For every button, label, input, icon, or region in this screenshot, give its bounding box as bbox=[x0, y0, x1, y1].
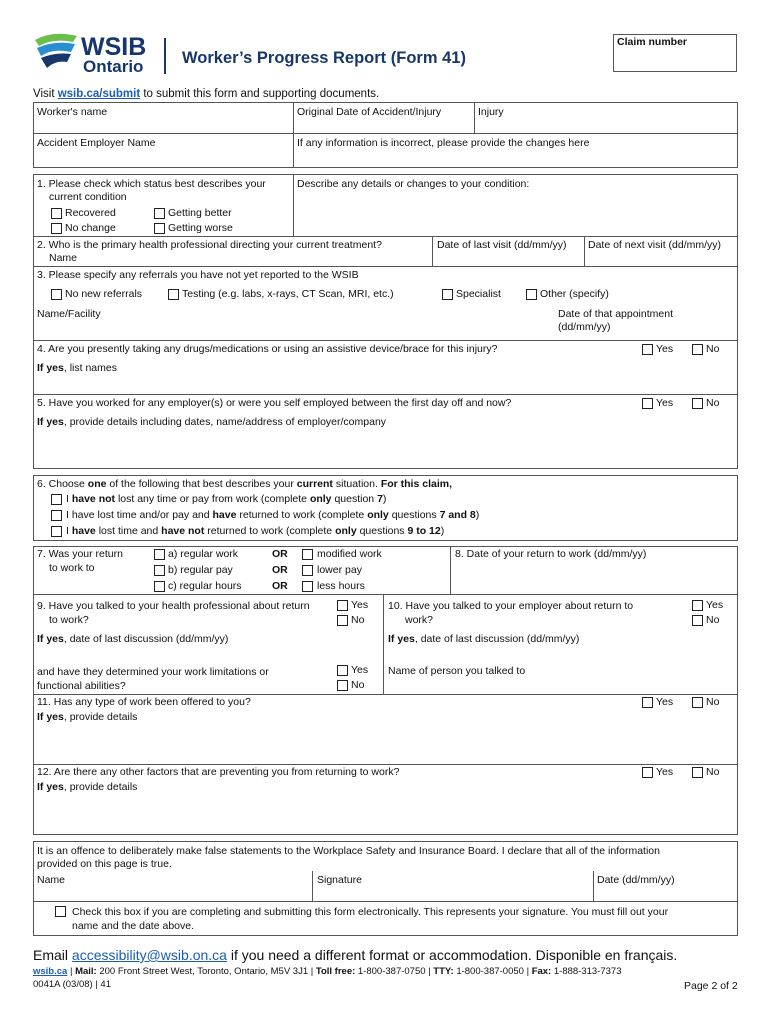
q10-question-cont: work? bbox=[405, 614, 434, 626]
q7-less-hours-label: less hours bbox=[317, 580, 365, 592]
q9-if-yes-bold: If yes bbox=[37, 633, 64, 645]
intro-text bbox=[33, 88, 379, 101]
q11-yes-checkbox[interactable] bbox=[642, 697, 653, 708]
accessibility-note bbox=[33, 947, 677, 964]
q10-yes-checkbox[interactable] bbox=[692, 600, 703, 611]
form-code: 0041A (03/08) | 41 bbox=[33, 979, 111, 990]
q6-text-a: 6. Choose bbox=[37, 478, 88, 490]
fax-value: 1-888-313-7373 bbox=[551, 966, 622, 977]
q6-o2-b: have bbox=[212, 509, 237, 521]
q9-question: 9. Have you talked to your health professional about return bbox=[37, 600, 310, 612]
q3-testing-label: Testing (e.g. labs, x-rays, CT Scan, MRI, etc.) bbox=[182, 288, 394, 300]
submit-link[interactable]: wsib.ca/submit bbox=[57, 88, 141, 100]
q11-if-yes-bold: If yes bbox=[37, 711, 64, 723]
q4-yes-checkbox[interactable] bbox=[642, 344, 653, 355]
page-title: Worker’s Progress Report (Form 41) bbox=[182, 49, 466, 67]
wsib-site-link[interactable]: wsib.ca bbox=[33, 966, 68, 977]
q7-or-2: OR bbox=[272, 564, 288, 576]
q7-lower-pay-label: lower pay bbox=[317, 564, 362, 576]
declaration-name-label: Name bbox=[37, 874, 66, 886]
q6-o1-b: have not bbox=[71, 493, 116, 505]
logo-wordmark: WSIB bbox=[81, 33, 147, 61]
q5-question: 5. Have you worked for any employer(s) or were you self employed between the first day off and now? bbox=[37, 397, 512, 409]
q6-text-c: of the following that best describes your bbox=[106, 478, 297, 490]
questions-7-12-section bbox=[33, 546, 738, 835]
q11-if-yes-label bbox=[37, 711, 137, 724]
q9-no-checkbox[interactable] bbox=[337, 615, 348, 626]
q1-no-change-label: No change bbox=[65, 222, 116, 234]
q9-limitations-no-checkbox[interactable] bbox=[337, 680, 348, 691]
q7-question-cont: to work to bbox=[49, 562, 95, 574]
q3-specialist-label: Specialist bbox=[456, 288, 501, 300]
q6-text-e: situation. bbox=[332, 478, 381, 490]
q12-no-checkbox[interactable] bbox=[692, 767, 703, 778]
q1-recovered-checkbox[interactable] bbox=[51, 208, 62, 219]
q7-regular-hours-checkbox[interactable] bbox=[154, 581, 165, 592]
q1-no-change-checkbox[interactable] bbox=[51, 223, 62, 234]
q6-o1-a: I bbox=[66, 493, 72, 505]
q3-no-referrals-checkbox[interactable] bbox=[51, 289, 62, 300]
q10-no-checkbox[interactable] bbox=[692, 615, 703, 626]
q9-limitations-yes-label: Yes bbox=[351, 664, 369, 676]
page-number: Page 2 of 2 bbox=[684, 980, 738, 992]
q1-getting-worse-checkbox[interactable] bbox=[154, 223, 165, 234]
accessibility-email-link[interactable]: accessibility@wsib.on.ca bbox=[71, 947, 227, 963]
q4-if-yes-rest: , list names bbox=[63, 362, 117, 374]
q11-if-yes-rest: , provide details bbox=[63, 711, 138, 723]
q9-no-label: No bbox=[351, 614, 365, 626]
claim-number-box[interactable] bbox=[613, 34, 737, 72]
wsib-logo bbox=[33, 32, 153, 80]
declaration-text-cont: provided on this page is true. bbox=[37, 858, 172, 870]
q9-question-cont: to work? bbox=[49, 614, 89, 626]
q12-if-yes-bold: If yes bbox=[37, 781, 64, 793]
q3-name-facility-label: Name/Facility bbox=[37, 308, 101, 320]
contact-info bbox=[33, 966, 621, 978]
q4-if-yes-bold: If yes bbox=[37, 362, 64, 374]
original-date-label: Original Date of Accident/Injury bbox=[297, 106, 442, 118]
q3-appointment-label-cont: (dd/mm/yy) bbox=[558, 321, 611, 333]
q7-regular-pay-label: b) regular pay bbox=[168, 564, 233, 576]
q10-no-label: No bbox=[706, 614, 720, 626]
q1-getting-better-label: Getting better bbox=[168, 207, 232, 219]
q6-o2-e: questions bbox=[388, 509, 440, 521]
q5-yes-label: Yes bbox=[656, 397, 674, 409]
q1-details-label: Describe any details or changes to your condition: bbox=[297, 178, 530, 190]
q2-question: 2. Who is the primary health professional directing your current treatment? bbox=[37, 239, 382, 251]
declaration-text: It is an offence to deliberately make false statements to the Workplace Safety and Insurance Board. I declare that all of the information bbox=[37, 845, 660, 857]
q6-o3-b: have bbox=[71, 525, 96, 537]
q6-o3-c: lost time and bbox=[95, 525, 162, 537]
q10-if-yes-rest: , date of last discussion (dd/mm/yy) bbox=[414, 633, 580, 645]
q3-question: 3. Please specify any referrals you have not yet reported to the WSIB bbox=[37, 269, 359, 281]
wsib-logo-icon bbox=[33, 32, 79, 76]
q6-text-b: one bbox=[87, 478, 107, 490]
q7-or-3: OR bbox=[272, 580, 288, 592]
q1-question-cont: current condition bbox=[49, 191, 127, 203]
q7-less-hours-checkbox[interactable] bbox=[302, 581, 313, 592]
q7-regular-pay-checkbox[interactable] bbox=[154, 565, 165, 576]
q3-specialist-checkbox[interactable] bbox=[442, 289, 453, 300]
q12-question: 12. Are there any other factors that are preventing you from returning to work? bbox=[37, 766, 400, 778]
q10-if-yes-label bbox=[388, 633, 579, 646]
q11-no-checkbox[interactable] bbox=[692, 697, 703, 708]
employer-name-label: Accident Employer Name bbox=[37, 137, 156, 149]
q4-no-label: No bbox=[706, 343, 720, 355]
q6-o3-g: questions bbox=[356, 525, 408, 537]
q10-question: 10. Have you talked to your employer about return to bbox=[388, 600, 634, 612]
q4-no-checkbox[interactable] bbox=[692, 344, 703, 355]
q7-regular-hours-label: c) regular hours bbox=[168, 580, 242, 592]
q3-no-referrals-label: No new referrals bbox=[65, 288, 143, 300]
q6-o1-d: only bbox=[309, 493, 332, 505]
q9-limitations-question-cont: functional abilities? bbox=[37, 680, 126, 692]
q3-testing-checkbox[interactable] bbox=[168, 289, 179, 300]
q2-name-label: Name bbox=[49, 252, 78, 264]
contact-sep: | bbox=[67, 966, 76, 977]
q6-o1-g: ) bbox=[382, 493, 387, 505]
q6-o1-c: lost any time or pay from work (complete bbox=[115, 493, 310, 505]
q9-yes-checkbox[interactable] bbox=[337, 600, 348, 611]
q3-appointment-label: Date of that appointment bbox=[558, 308, 673, 320]
q4-yes-label: Yes bbox=[656, 343, 674, 355]
q7-regular-work-label: a) regular work bbox=[168, 548, 239, 560]
q5-if-yes-bold: If yes bbox=[37, 416, 64, 428]
tty-label: TTY: bbox=[433, 966, 454, 977]
q7-modified-work-checkbox[interactable] bbox=[302, 549, 313, 560]
q6-option3-label bbox=[66, 525, 444, 538]
q3-other-checkbox[interactable] bbox=[526, 289, 537, 300]
q6-option1-label bbox=[66, 493, 386, 506]
q5-yes-checkbox[interactable] bbox=[642, 398, 653, 409]
q9-limitations-question: and have they determined your work limitations or bbox=[37, 666, 269, 678]
q9-limitations-yes-checkbox[interactable] bbox=[337, 665, 348, 676]
q6-o2-f: 7 and 8 bbox=[439, 509, 476, 521]
logo-subtext: Ontario bbox=[83, 57, 144, 76]
q4-if-yes-label bbox=[37, 362, 117, 375]
q4-question: 4. Are you presently taking any drugs/medications or using an assistive device/brace for this injury? bbox=[37, 343, 498, 355]
q5-no-checkbox[interactable] bbox=[692, 398, 703, 409]
q6-o2-g: ) bbox=[475, 509, 480, 521]
q3-other-label: Other (specify) bbox=[540, 288, 609, 300]
q6-o3-i: ) bbox=[440, 525, 445, 537]
electronic-signature-label-cont: name and the date above. bbox=[72, 920, 195, 932]
q1-getting-better-checkbox[interactable] bbox=[154, 208, 165, 219]
q6-option3-checkbox[interactable] bbox=[51, 526, 62, 537]
q1-recovered-label: Recovered bbox=[65, 207, 116, 219]
q7-regular-work-checkbox[interactable] bbox=[154, 549, 165, 560]
q6-option1-checkbox[interactable] bbox=[51, 494, 62, 505]
q5-no-label: No bbox=[706, 397, 720, 409]
mail-value: 200 Front Street West, Toronto, Ontario, M5V 3J1 | bbox=[96, 966, 316, 977]
q6-o1-e: question bbox=[331, 493, 378, 505]
q12-yes-checkbox[interactable] bbox=[642, 767, 653, 778]
q5-if-yes-rest: , provide details including dates, name/address of employer/company bbox=[63, 416, 387, 428]
injury-label: Injury bbox=[478, 106, 504, 118]
fax-label: Fax: bbox=[531, 966, 552, 977]
q12-if-yes-label bbox=[37, 781, 137, 794]
email-prefix: Email bbox=[33, 947, 72, 963]
q6-o2-c: returned to work (complete bbox=[236, 509, 368, 521]
q11-no-label: No bbox=[706, 696, 720, 708]
q6-text-d: current bbox=[296, 478, 333, 490]
declaration-date-label: Date (dd/mm/yy) bbox=[597, 874, 675, 886]
q9-yes-label: Yes bbox=[351, 599, 369, 611]
tty-value: 1-800-387-0050 | bbox=[453, 966, 532, 977]
q2-next-visit-label: Date of next visit (dd/mm/yy) bbox=[588, 239, 722, 251]
claim-number-label: Claim number bbox=[617, 36, 688, 48]
q9-if-yes-label bbox=[37, 633, 228, 646]
q11-question: 11. Has any type of work been offered to you? bbox=[37, 696, 251, 708]
header-divider bbox=[164, 38, 166, 74]
declaration-signature-label: Signature bbox=[317, 874, 362, 886]
q9-limitations-no-label: No bbox=[351, 679, 365, 691]
q6-option2-checkbox[interactable] bbox=[51, 510, 62, 521]
q1-question: 1. Please check which status best describes your bbox=[37, 178, 266, 190]
q6-o3-a: I bbox=[66, 525, 72, 537]
intro-suffix: to submit this form and supporting documents. bbox=[140, 88, 380, 100]
mail-label: Mail: bbox=[75, 966, 97, 977]
q6-o3-f: only bbox=[335, 525, 357, 537]
q6-text-f: For this claim, bbox=[380, 478, 452, 490]
electronic-signature-label: Check this box if you are completing and submitting this form electronically. This represents your signature. You must fill out your bbox=[72, 906, 669, 918]
toll-free-label: Toll free: bbox=[315, 966, 356, 977]
q5-if-yes-label bbox=[37, 416, 386, 429]
q6-o3-h: 9 to 12 bbox=[407, 525, 441, 537]
q10-person-label: Name of person you talked to bbox=[388, 665, 526, 677]
q12-if-yes-rest: , provide details bbox=[63, 781, 138, 793]
email-suffix: if you need a different format or accommodation. Disponible en français. bbox=[226, 947, 678, 963]
q1-getting-worse-label: Getting worse bbox=[168, 222, 233, 234]
q2-last-visit-label: Date of last visit (dd/mm/yy) bbox=[437, 239, 567, 251]
q6-o2-d: only bbox=[367, 509, 389, 521]
electronic-signature-checkbox[interactable] bbox=[55, 906, 66, 917]
q7-or-1: OR bbox=[272, 548, 288, 560]
q10-if-yes-bold: If yes bbox=[388, 633, 415, 645]
q6-question bbox=[37, 478, 452, 491]
q6-option2-label bbox=[66, 509, 479, 522]
incorrect-info-label: If any information is incorrect, please provide the changes here bbox=[297, 137, 590, 149]
q6-o1-f: 7 bbox=[377, 493, 383, 505]
q7-question: 7. Was your return bbox=[37, 548, 123, 560]
q6-o2-a: I have lost time and/or pay and bbox=[66, 509, 213, 521]
q7-lower-pay-checkbox[interactable] bbox=[302, 565, 313, 576]
intro-prefix: Visit bbox=[33, 88, 58, 100]
q7-modified-work-label: modified work bbox=[317, 548, 382, 560]
toll-free-value: 1-800-387-0750 | bbox=[355, 966, 434, 977]
q8-question: 8. Date of your return to work (dd/mm/yy) bbox=[455, 548, 647, 560]
q6-o3-e: returned to work (complete bbox=[204, 525, 336, 537]
q9-if-yes-rest: , date of last discussion (dd/mm/yy) bbox=[63, 633, 229, 645]
q12-yes-label: Yes bbox=[656, 766, 674, 778]
q12-no-label: No bbox=[706, 766, 720, 778]
workers-name-label: Worker's name bbox=[37, 106, 108, 118]
q11-yes-label: Yes bbox=[656, 696, 674, 708]
q6-o3-d: have not bbox=[161, 525, 205, 537]
q10-yes-label: Yes bbox=[706, 599, 724, 611]
